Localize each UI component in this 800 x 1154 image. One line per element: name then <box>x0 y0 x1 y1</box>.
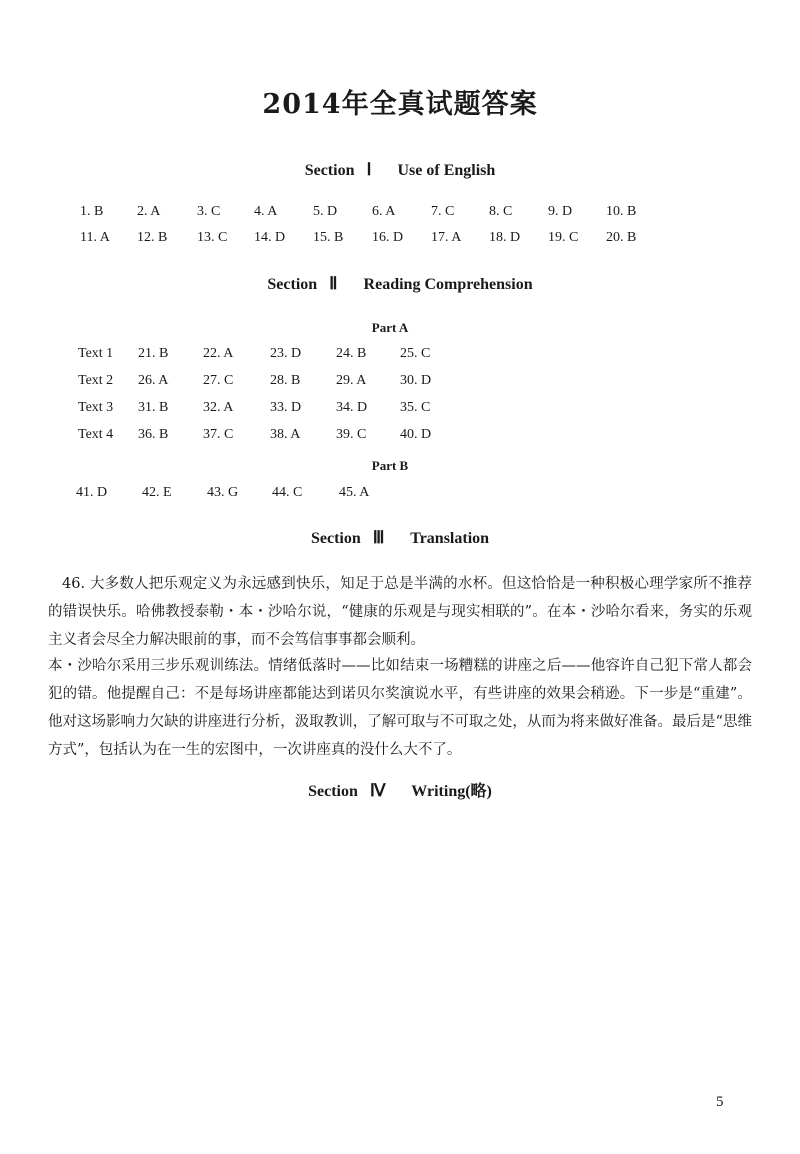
answer-item: 45. A <box>339 485 370 500</box>
text-label: Text 4 <box>78 427 114 442</box>
translation-paragraph-1: 46. 大多数人把乐观定义为永远感到快乐，知足于总是半满的水杯。但这恰恰是一种积极心理学家所不推荐的错误快乐。哈佛教授泰勒・本・沙哈尔说，“健康的乐观是与现实相联的”。在本・沙哈尔看来，务实的乐观主义者会尽全力解决眼前的事，而不会笃信事事都会顺利。 <box>48 576 752 648</box>
answer-item: 32. A <box>203 400 234 415</box>
answer-item: 28. B <box>270 373 301 388</box>
answer-item: 21. B <box>138 346 169 361</box>
answer-item: 42. E <box>142 485 172 500</box>
answer-item: 13. C <box>197 230 228 245</box>
answer-item: 38. A <box>270 427 301 442</box>
answer-item: 17. A <box>431 230 462 245</box>
section-2-name: Reading Comprehension <box>363 276 533 293</box>
answer-item: 4. A <box>254 204 278 219</box>
answer-item: 37. C <box>203 427 234 442</box>
section-1-name: Use of English <box>397 162 496 179</box>
answer-item: 3. C <box>197 204 221 219</box>
answer-item: 36. B <box>138 427 169 442</box>
answer-item: 41. D <box>76 485 108 500</box>
answer-item: 39. C <box>336 427 367 442</box>
answer-item: 30. D <box>400 373 432 388</box>
answer-item: 15. B <box>313 230 344 245</box>
section-4-heading <box>0 778 800 801</box>
section-3-label: Section <box>310 530 361 547</box>
answer-item: 11. A <box>80 230 110 245</box>
section-3-heading <box>0 528 800 548</box>
answer-item: 1. B <box>80 204 104 219</box>
section-2-numeral: Ⅱ <box>329 274 338 293</box>
part-b-label: Part B <box>371 458 409 473</box>
section-1-label: Section <box>304 162 355 179</box>
answer-item: 9. D <box>548 204 573 219</box>
page-title: 2014年全真试题答案 <box>262 89 538 120</box>
section-3-name: Translation <box>410 530 490 547</box>
translation-paragraph-2: 本・沙哈尔采用三步乐观训练法。情绪低落时——比如结束一场糟糕的讲座之后——他容许自己犯下常人都会犯的错。他提醒自己：不是每场讲座都能达到诺贝尔奖演说水平，有些讲座的效果会稍逊。下一步是“重建”。他对这场影响力欠缺的讲座进行分析，汲取教训，了解可取与不可取之处，从而为将来做好准备。最后是“思维方式”，包括认为在一生的宏图中，一次讲座真的没什么大不了。 <box>48 658 752 758</box>
answer-item: 18. D <box>489 230 521 245</box>
answer-item: 34. D <box>336 400 368 415</box>
answer-item: 43. G <box>207 485 239 500</box>
answer-item: 27. C <box>203 373 234 388</box>
answer-item: 22. A <box>203 346 234 361</box>
answer-item: 16. D <box>372 230 404 245</box>
section-4-numeral: Ⅳ <box>369 781 386 800</box>
section-2-label: Section <box>267 276 318 293</box>
section-4-name: Writing(略) <box>411 783 492 800</box>
section-2-heading <box>0 274 800 294</box>
answer-item: 12. B <box>137 230 168 245</box>
answer-item: 44. C <box>272 485 303 500</box>
answer-item: 31. B <box>138 400 169 415</box>
section-1-heading <box>0 160 800 180</box>
answer-item: 7. C <box>431 204 455 219</box>
answer-item: 33. D <box>270 400 302 415</box>
answer-item: 10. B <box>606 204 637 219</box>
answer-item: 35. C <box>400 400 431 415</box>
text-label: Text 3 <box>78 400 114 415</box>
section-3-numeral: Ⅲ <box>372 528 385 547</box>
answer-item: 5. D <box>313 204 338 219</box>
answer-item: 25. C <box>400 346 431 361</box>
answer-item: 2. A <box>137 204 161 219</box>
answer-item: 14. D <box>254 230 286 245</box>
part-a-label: Part A <box>371 320 409 335</box>
text-label: Text 1 <box>78 346 114 361</box>
answer-item: 8. C <box>489 204 513 219</box>
answer-item: 20. B <box>606 230 637 245</box>
page-number: 5 <box>716 1094 724 1110</box>
answer-item: 19. C <box>548 230 579 245</box>
answer-item: 6. A <box>372 204 396 219</box>
section-1-numeral: Ⅰ <box>366 160 372 179</box>
text-label: Text 2 <box>78 373 114 388</box>
answer-item: 40. D <box>400 427 432 442</box>
section-4-label: Section <box>308 783 358 800</box>
answer-item: 24. B <box>336 346 367 361</box>
answer-item: 29. A <box>336 373 367 388</box>
answer-item: 23. D <box>270 346 302 361</box>
answer-item: 26. A <box>138 373 169 388</box>
